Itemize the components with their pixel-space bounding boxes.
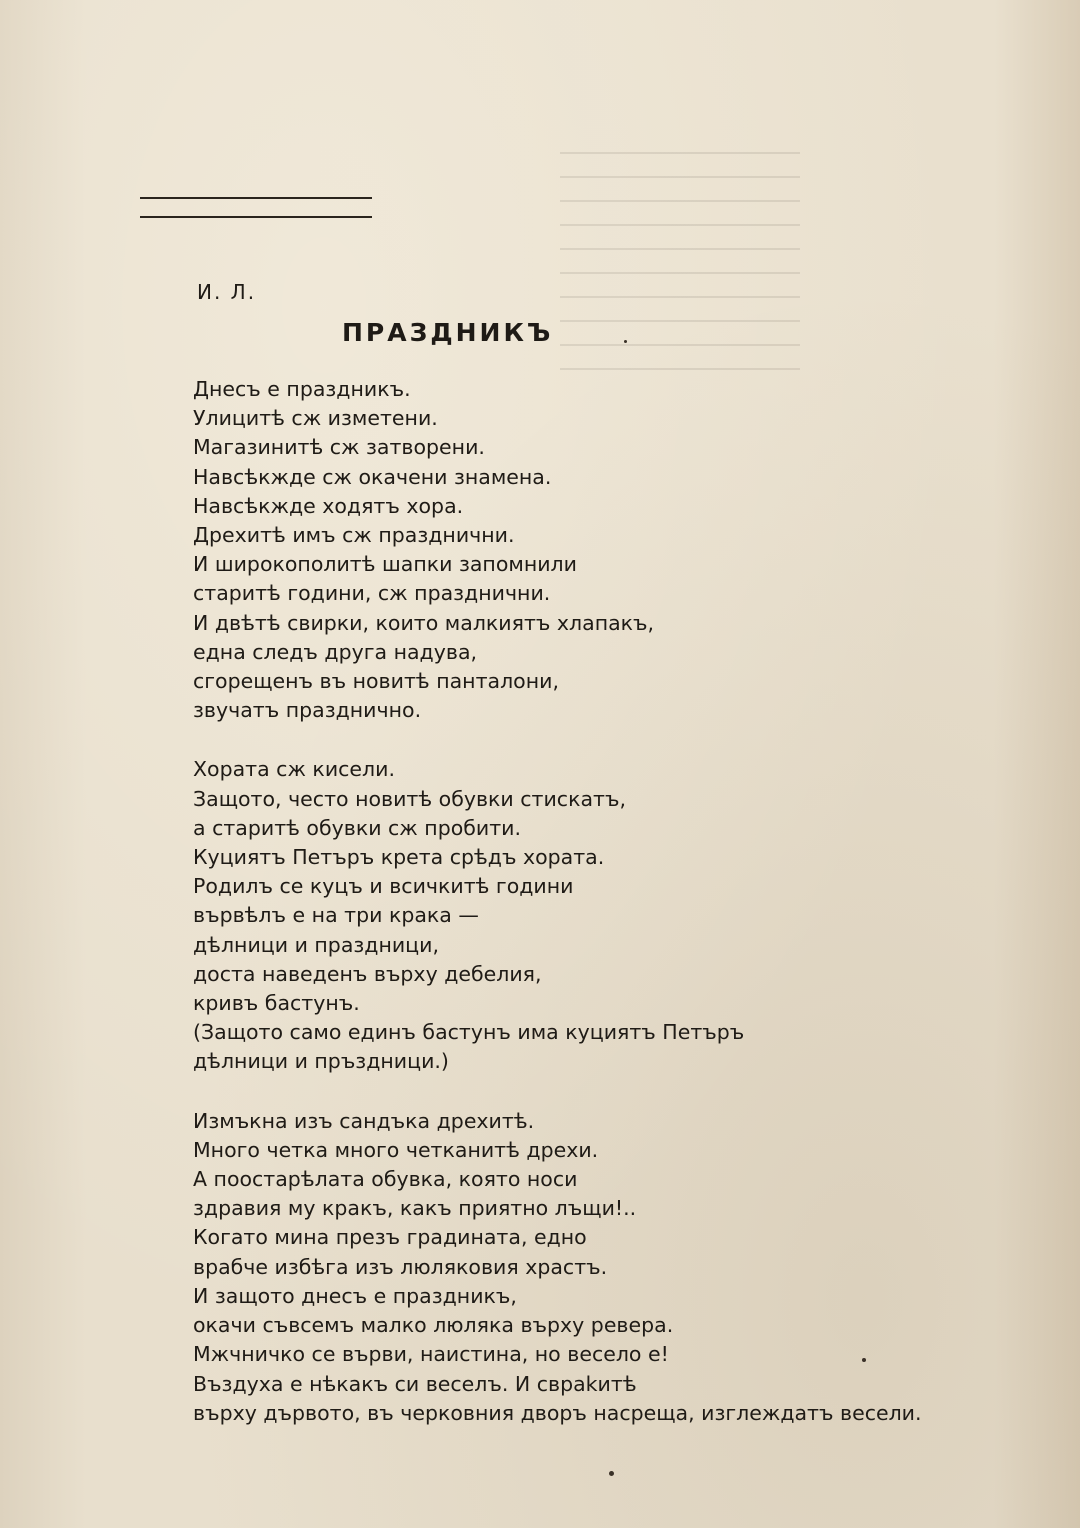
- poem-line: звучатъ празднично.: [193, 698, 422, 723]
- ink-speck: [609, 1471, 614, 1476]
- ink-speck: [862, 1358, 866, 1362]
- poem-line: здравия му кракъ, какъ приятно лъщи!..: [193, 1196, 637, 1221]
- poem-line: И широкополитѣ шапки запомнили: [193, 552, 577, 577]
- poem-line: една следъ друга надува,: [193, 639, 478, 664]
- poem-line: вървѣлъ е на три крака —: [193, 903, 479, 928]
- poem-line: И защото днесъ е праздникъ,: [193, 1283, 517, 1308]
- poem-line: Много четка много четканитѣ дрехи.: [193, 1137, 599, 1162]
- poem-line: а старитѣ обувки сж пробити.: [193, 815, 521, 840]
- stanza-3: [193, 1107, 922, 1428]
- poem-line: Родилъ се куцъ и всичкитѣ години: [193, 874, 574, 899]
- poem-line: Днесъ е праздникъ.: [193, 377, 411, 401]
- poem-line: Когато мина презъ градината, едно: [193, 1225, 587, 1250]
- poem-line: Магазинитѣ сж затворени.: [193, 435, 485, 460]
- poem-line: Защото, често новитѣ обувки стискатъ,: [193, 786, 626, 811]
- poem-line: кривъ бастунъ.: [193, 991, 360, 1016]
- poem-line: Куциятъ Петъръ крета срѣдъ хората.: [193, 845, 605, 870]
- poem-line: (Защото само единъ бастунъ има куциятъ Петъръ: [193, 1020, 745, 1045]
- poem-line: върху дървото, въ черковния дворъ насреща, изглеждатъ весели.: [193, 1400, 922, 1425]
- poem-line: Дрехитѣ имъ сж празднични.: [193, 523, 515, 548]
- author-initials: И. Л.: [197, 280, 257, 304]
- poem-line: окачи съвсемъ малко люляка върху ревера.: [193, 1313, 674, 1338]
- poem-line: врабче избѣга изъ люляковия храстъ.: [193, 1254, 608, 1279]
- ink-speck: [624, 340, 627, 343]
- poem-line: Улицитѣ сж изметени.: [193, 406, 438, 431]
- poem-title: ПРАЗДНИКЪ: [342, 318, 554, 347]
- poem-line: Хората сж кисели.: [193, 757, 395, 782]
- stanza-1: [193, 375, 913, 725]
- stanza-2: [193, 755, 913, 1076]
- poem-line: А поостарѣлата обувка, която носи: [193, 1167, 578, 1192]
- poem-line: дѣлници и пръздници.): [193, 1049, 449, 1074]
- poem-line: дѣлници и праздници,: [193, 932, 439, 957]
- header-rule-top: [140, 197, 372, 199]
- poem-line: Навсѣкжде сж окачени знамена.: [193, 464, 552, 489]
- poem-line: доста наведенъ върху дебелия,: [193, 961, 542, 986]
- poem-line: Въздуха е нѣкакъ си веселъ. И сврakитѣ: [193, 1371, 637, 1396]
- header-rule-bottom: [140, 216, 372, 218]
- poem-line: Измъкна изъ сандъка дрехитѣ.: [193, 1108, 535, 1133]
- poem-line: Мжчничко се върви, наистина, но весело е!: [193, 1342, 669, 1367]
- poem-line: И двѣтѣ свирки, които малкиятъ хлапакъ,: [193, 610, 655, 635]
- poem-line: сгорещенъ въ новитѣ панталони,: [193, 669, 559, 694]
- poem-line: Навсѣкжде ходятъ хора.: [193, 493, 464, 518]
- poem-body: [193, 375, 922, 1458]
- poem-line: старитѣ години, сж празднични.: [193, 581, 551, 606]
